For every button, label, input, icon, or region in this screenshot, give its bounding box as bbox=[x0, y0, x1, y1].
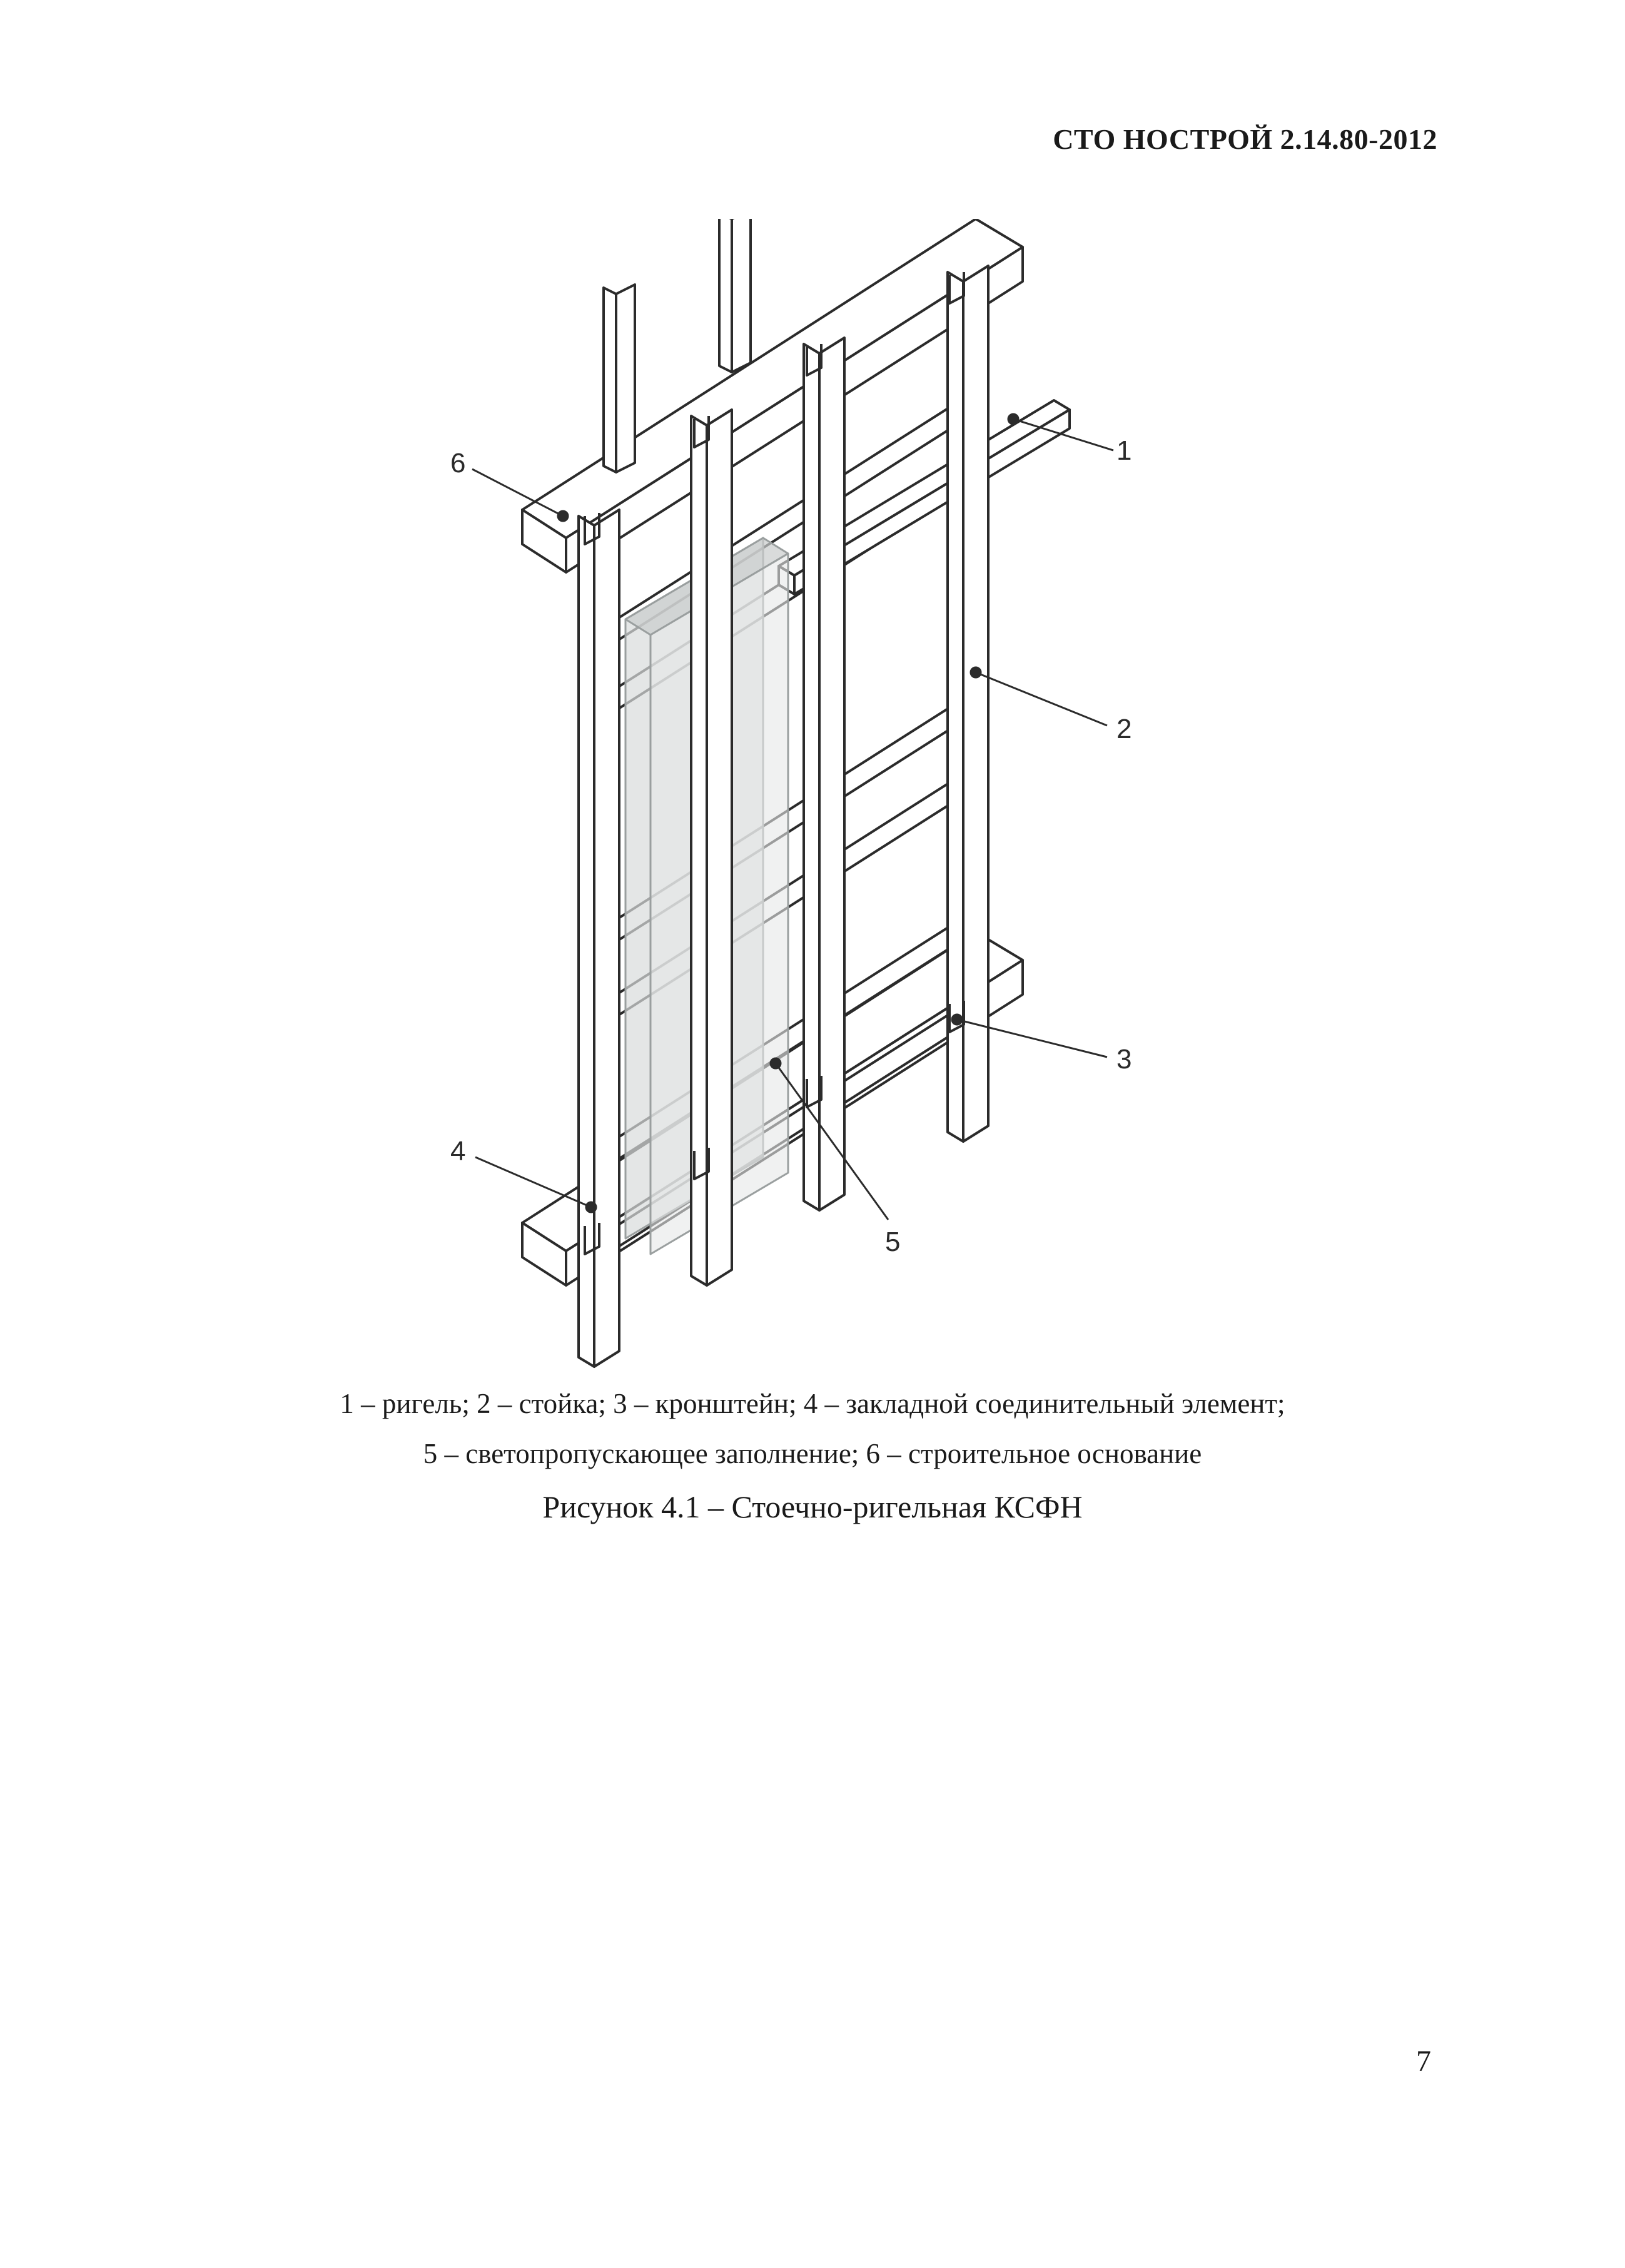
callout-leader-2 bbox=[976, 672, 1107, 726]
page-number: 7 bbox=[1416, 2045, 1431, 2078]
callout-dot-3 bbox=[952, 1015, 962, 1025]
callout-label-5: 5 bbox=[885, 1227, 901, 1257]
facade-system-diagram bbox=[438, 219, 1163, 1370]
document-header: СТО НОСТРОЙ 2.14.80-2012 bbox=[1053, 123, 1437, 155]
figure-caption: Рисунок 4.1 – Стоечно-ригельная КСФН bbox=[542, 1489, 1083, 1524]
callout-label-2: 2 bbox=[1116, 714, 1132, 744]
callout-leader-4 bbox=[475, 1157, 591, 1207]
callout-dot-2 bbox=[971, 667, 981, 677]
callout-dot-4 bbox=[586, 1202, 596, 1212]
callout-dot-5 bbox=[771, 1058, 781, 1068]
callout-label-4: 4 bbox=[450, 1136, 466, 1167]
callout-dot-6 bbox=[558, 511, 568, 521]
callout-dot-1 bbox=[1008, 414, 1018, 424]
callout-label-6: 6 bbox=[450, 448, 466, 478]
callout-label-3: 3 bbox=[1116, 1044, 1132, 1075]
callout-label-1: 1 bbox=[1116, 435, 1132, 466]
figure-legend-line-2: 5 – светопропускающее заполнение; 6 – строительное основание bbox=[423, 1438, 1202, 1469]
figure-legend-line-1: 1 – ригель; 2 – стойка; 3 – кронштейн; 4 – закладной соединительный элемент; bbox=[340, 1388, 1285, 1419]
